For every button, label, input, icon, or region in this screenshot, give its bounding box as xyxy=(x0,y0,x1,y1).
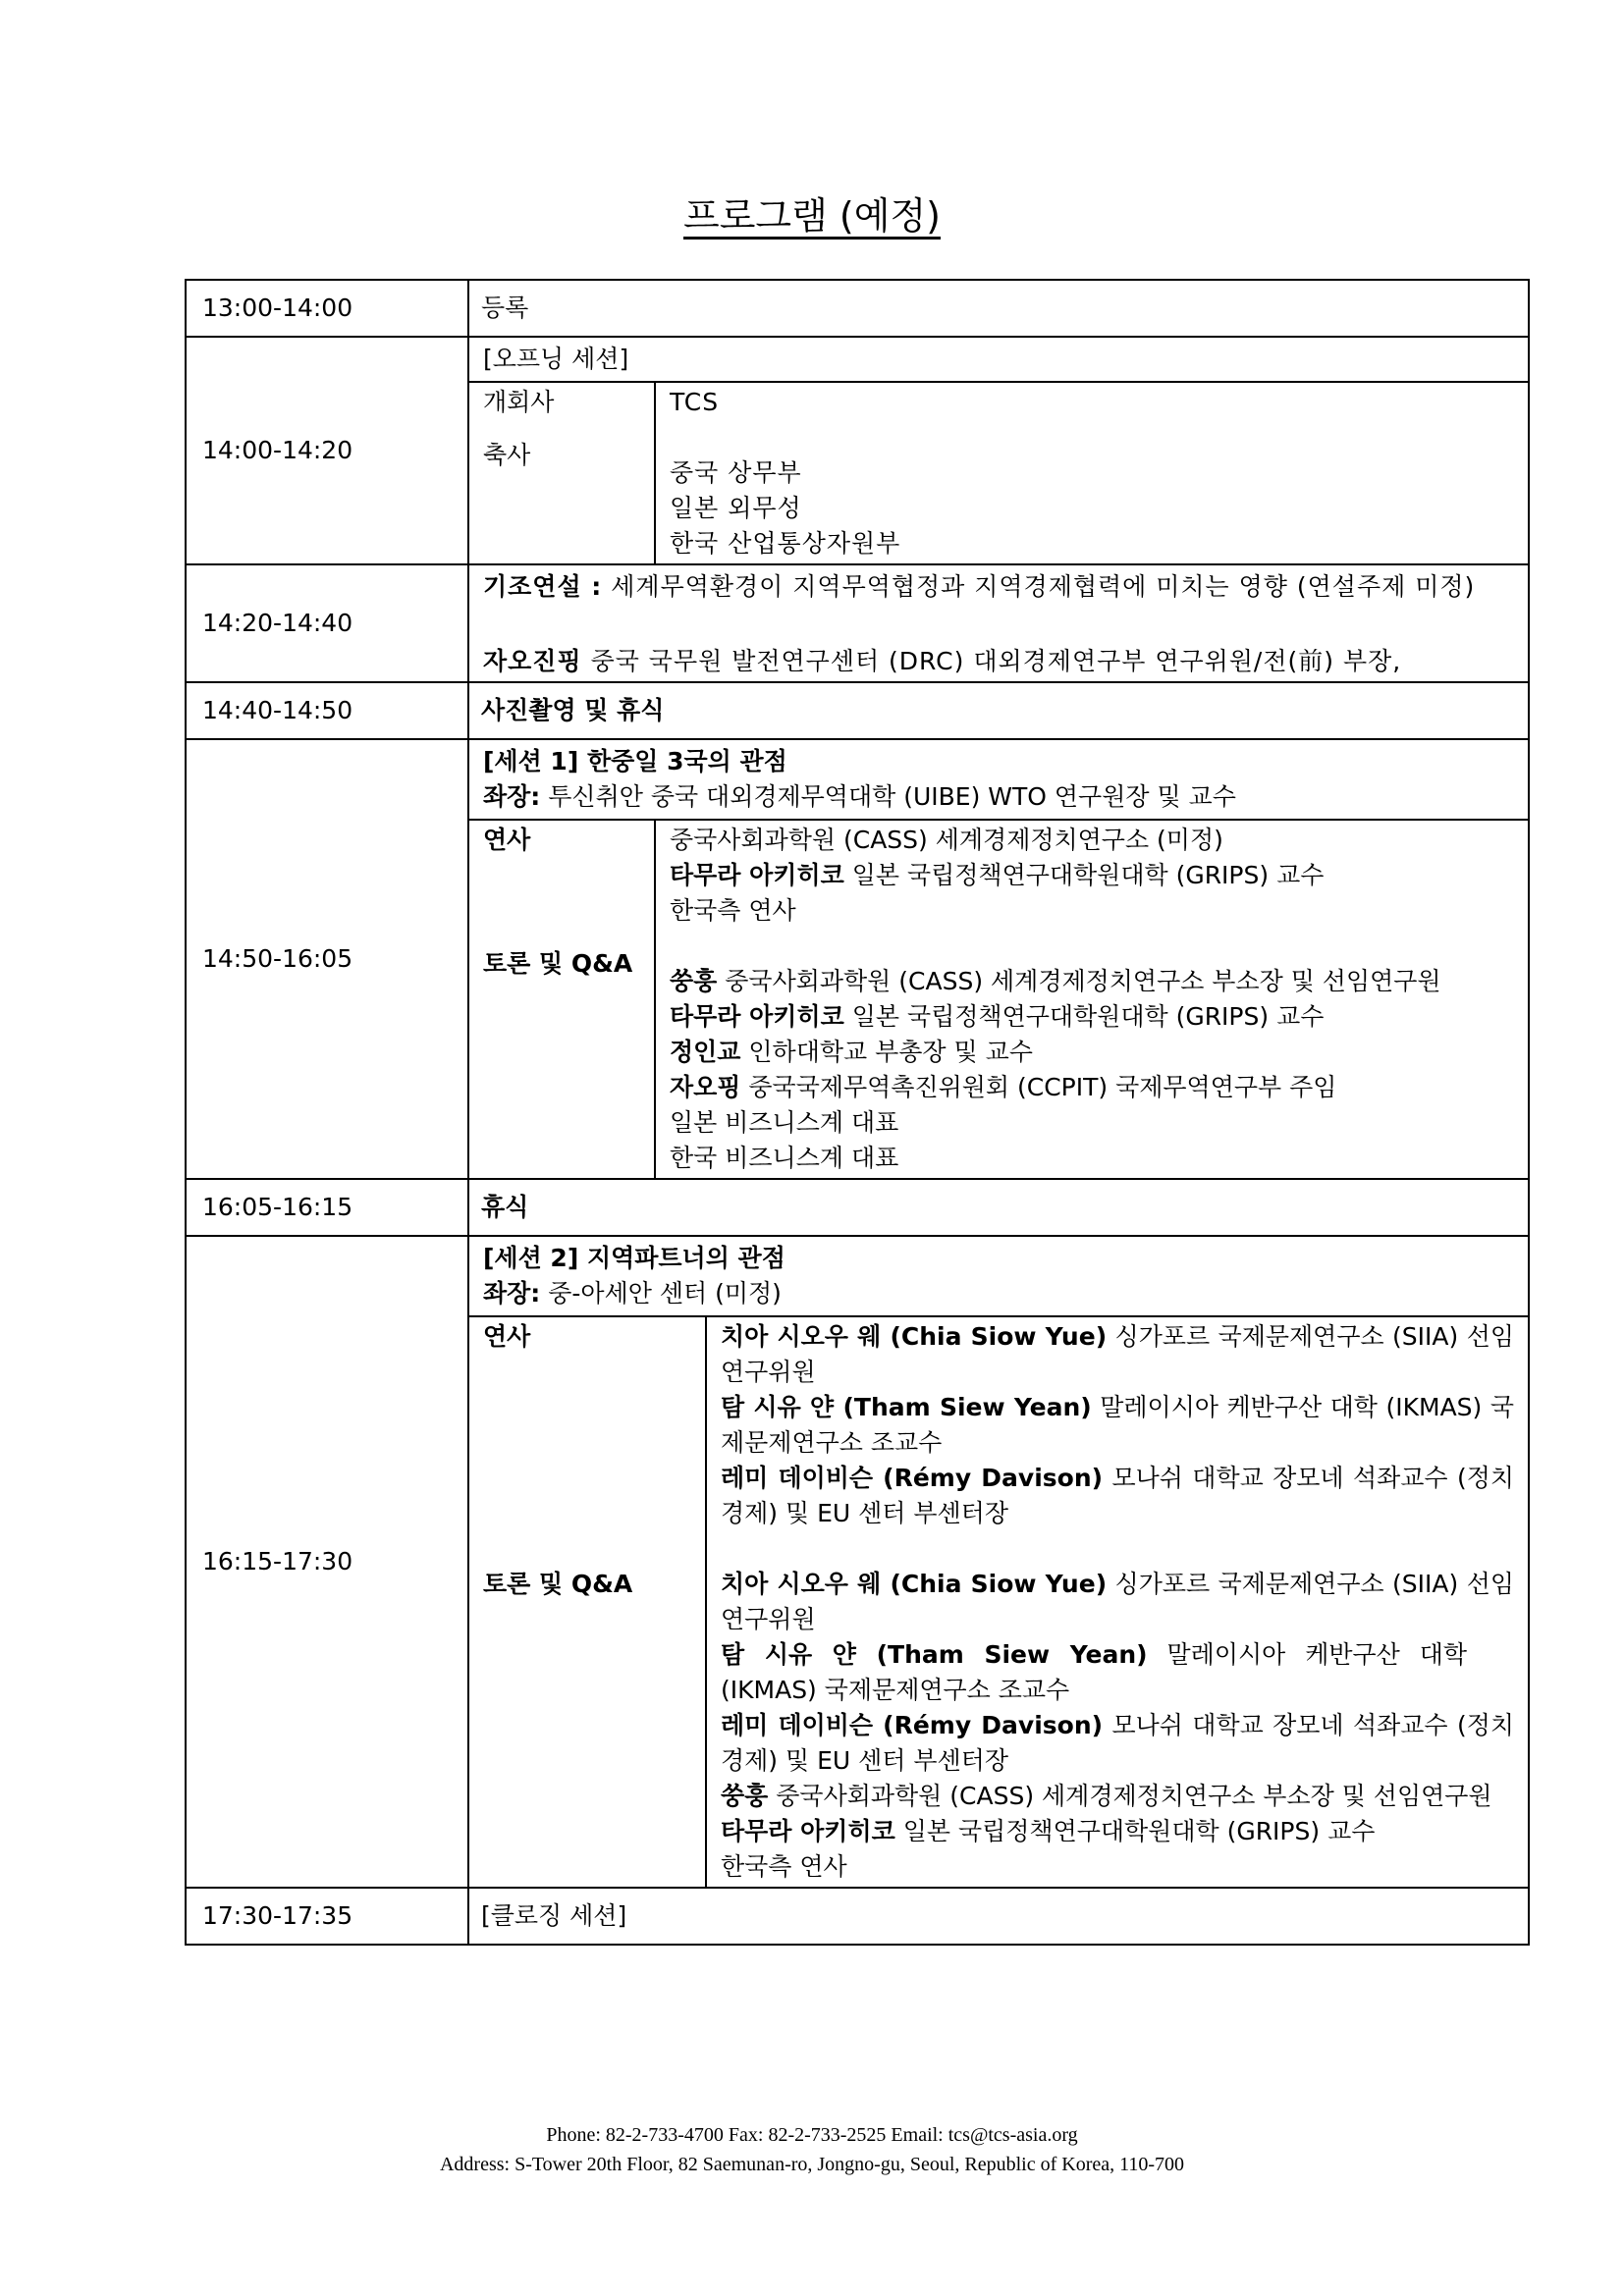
program-table xyxy=(185,279,1530,1946)
session-labels xyxy=(469,821,656,1178)
discussion-label: 토론 및 Q&A xyxy=(483,949,633,978)
chair-label: 좌장: xyxy=(483,1279,541,1308)
speaker-entry: 치아 시오우 웨 (Chia Siow Yue) 싱가포르 국제문제연구소 (SIIA) 선임연구위원 xyxy=(721,1322,1515,1386)
discussion-label: 토론 및 Q&A xyxy=(483,1570,633,1598)
registration-cell: 등록 xyxy=(468,280,1529,337)
opening-address-label: 개회사 xyxy=(483,388,555,416)
session-2-people xyxy=(707,1317,1528,1887)
opening-values xyxy=(656,383,1528,563)
session-header: [세션 2] 지역파트너의 관점 xyxy=(483,1244,785,1272)
keynote-speaker xyxy=(469,642,1528,681)
discussant-entry: 타무라 아키히코 일본 국립정책연구대학원대학 (GRIPS) 교수 xyxy=(670,1002,1325,1031)
table-row xyxy=(186,739,1529,1179)
opening-value: TCS xyxy=(670,388,720,416)
speaker-entry: 한국측 연사 xyxy=(670,896,796,925)
keynote-label: 기조연설 : xyxy=(483,572,603,601)
chair-text: 투신취안 중국 대외경제무역대학 (UIBE) WTO 연구원장 및 교수 xyxy=(548,782,1236,811)
table-row xyxy=(186,1179,1529,1236)
footer-contact: Phone: 82-2-733-4700 Fax: 82-2-733-2525 Email: tcs@tcs-asia.org xyxy=(546,2124,1078,2146)
discussant-entry: 쑹훙 중국사회과학원 (CASS) 세계경제정치연구소 부소장 및 선임연구원 xyxy=(721,1782,1492,1810)
speakers-label: 연사 xyxy=(483,826,531,854)
table-row xyxy=(186,1236,1529,1888)
discussant-entry: 한국측 연사 xyxy=(721,1852,847,1881)
session-labels xyxy=(469,1317,707,1887)
discussant-entry: 정인교 인하대학교 부총장 및 교수 xyxy=(670,1038,1033,1066)
session-header-block xyxy=(469,740,1528,821)
session-2-cell xyxy=(468,1236,1529,1888)
session-header: [세션 1] 한중일 3국의 관점 xyxy=(483,747,787,775)
time-cell: 14:50-16:05 xyxy=(186,739,468,1179)
table-row xyxy=(186,564,1529,682)
opening-labels xyxy=(469,383,656,563)
chair-label: 좌장: xyxy=(483,782,541,811)
speaker-entry: 레미 데이비슨 (Rémy Davison) 모나쉬 대학교 장모네 석좌교수 (정치경제) 및 EU 센터 부센터장 xyxy=(721,1464,1515,1527)
session-2-details xyxy=(469,1317,1528,1887)
chair-text: 중-아세안 센터 (미정) xyxy=(548,1279,782,1308)
session-1-cell xyxy=(468,739,1529,1179)
session-1-people xyxy=(656,821,1528,1178)
break-cell: 휴식 xyxy=(468,1179,1529,1236)
discussant-entry: 탐 시유 얀 (Tham Siew Yean) 말레이시아 케반구산 대학 (IKMAS) 국제문제연구소 조교수 xyxy=(721,1640,1467,1704)
keynote-topic xyxy=(469,565,1528,607)
table-row xyxy=(186,1888,1529,1945)
discussant-entry: 일본 비즈니스계 대표 xyxy=(670,1108,899,1137)
congrats-value: 중국 상무부 xyxy=(670,458,802,487)
table-row xyxy=(186,337,1529,564)
session-header: [오프닝 세션] xyxy=(469,338,1528,383)
congrats-value: 한국 산업통상자원부 xyxy=(670,529,901,558)
chair-line xyxy=(483,779,1514,815)
footer-address: Address: S-Tower 20th Floor, 82 Saemunan-ro, Jongno-gu, Seoul, Republic of Korea, 110-700 xyxy=(439,2154,1185,2175)
time-cell: 16:05-16:15 xyxy=(186,1179,468,1236)
keynote-text: 세계무역환경이 지역무역협정과 지역경제협력에 미치는 영향 (연설주제 미정) xyxy=(611,572,1476,601)
opening-details xyxy=(469,383,1528,563)
speaker-entry: 타무라 아키히코 일본 국립정책연구대학원대학 (GRIPS) 교수 xyxy=(670,861,1325,889)
footer xyxy=(0,2120,1624,2179)
speakers-label: 연사 xyxy=(483,1322,531,1351)
time-cell: 14:00-14:20 xyxy=(186,337,468,564)
speaker-name: 자오진핑 xyxy=(483,647,582,675)
photo-break-cell: 사진촬영 및 휴식 xyxy=(468,682,1529,739)
table-row xyxy=(186,280,1529,337)
time-cell: 14:20-14:40 xyxy=(186,564,468,682)
time-cell: 16:15-17:30 xyxy=(186,1236,468,1888)
discussant-entry: 자오핑 중국국제무역촉진위원회 (CCPIT) 국제무역연구부 주임 xyxy=(670,1073,1337,1101)
time-cell: 14:40-14:50 xyxy=(186,682,468,739)
discussant-entry: 레미 데이비슨 (Rémy Davison) 모나쉬 대학교 장모네 석좌교수 (정치경제) 및 EU 센터 부센터장 xyxy=(721,1711,1515,1775)
discussant-entry: 쑹훙 중국사회과학원 (CASS) 세계경제정치연구소 부소장 및 선임연구원 xyxy=(670,967,1441,995)
time-cell: 17:30-17:35 xyxy=(186,1888,468,1945)
discussant-entry: 치아 시오우 웨 (Chia Siow Yue) 싱가포르 국제문제연구소 (SIIA) 선임연구위원 xyxy=(721,1570,1515,1633)
time-cell: 13:00-14:00 xyxy=(186,280,468,337)
session-header-block xyxy=(469,1237,1528,1317)
session-1-details xyxy=(469,821,1528,1178)
congratulatory-label: 축사 xyxy=(483,441,531,469)
discussant-entry: 타무라 아키히코 일본 국립정책연구대학원대학 (GRIPS) 교수 xyxy=(721,1817,1376,1845)
table-row xyxy=(186,682,1529,739)
closing-session-cell: [클로징 세션] xyxy=(468,1888,1529,1945)
speaker-entry: 중국사회과학원 (CASS) 세계경제정치연구소 (미정) xyxy=(670,826,1223,854)
keynote-cell xyxy=(468,564,1529,682)
chair-line xyxy=(483,1276,1514,1311)
discussant-entry: 한국 비즈니스계 대표 xyxy=(670,1144,899,1172)
page-title: 프로그램 (예정) xyxy=(683,194,941,238)
congrats-value: 일본 외무성 xyxy=(670,494,802,522)
speaker-entry: 탐 시유 얀 (Tham Siew Yean) 말레이시아 케반구산 대학 (IKMAS) 국제문제연구소 조교수 xyxy=(721,1393,1514,1457)
speaker-affiliation: 중국 국무원 발전연구센터 (DRC) 대외경제연구부 연구위원/전(前) 부장, xyxy=(590,647,1402,675)
opening-session-cell xyxy=(468,337,1529,564)
